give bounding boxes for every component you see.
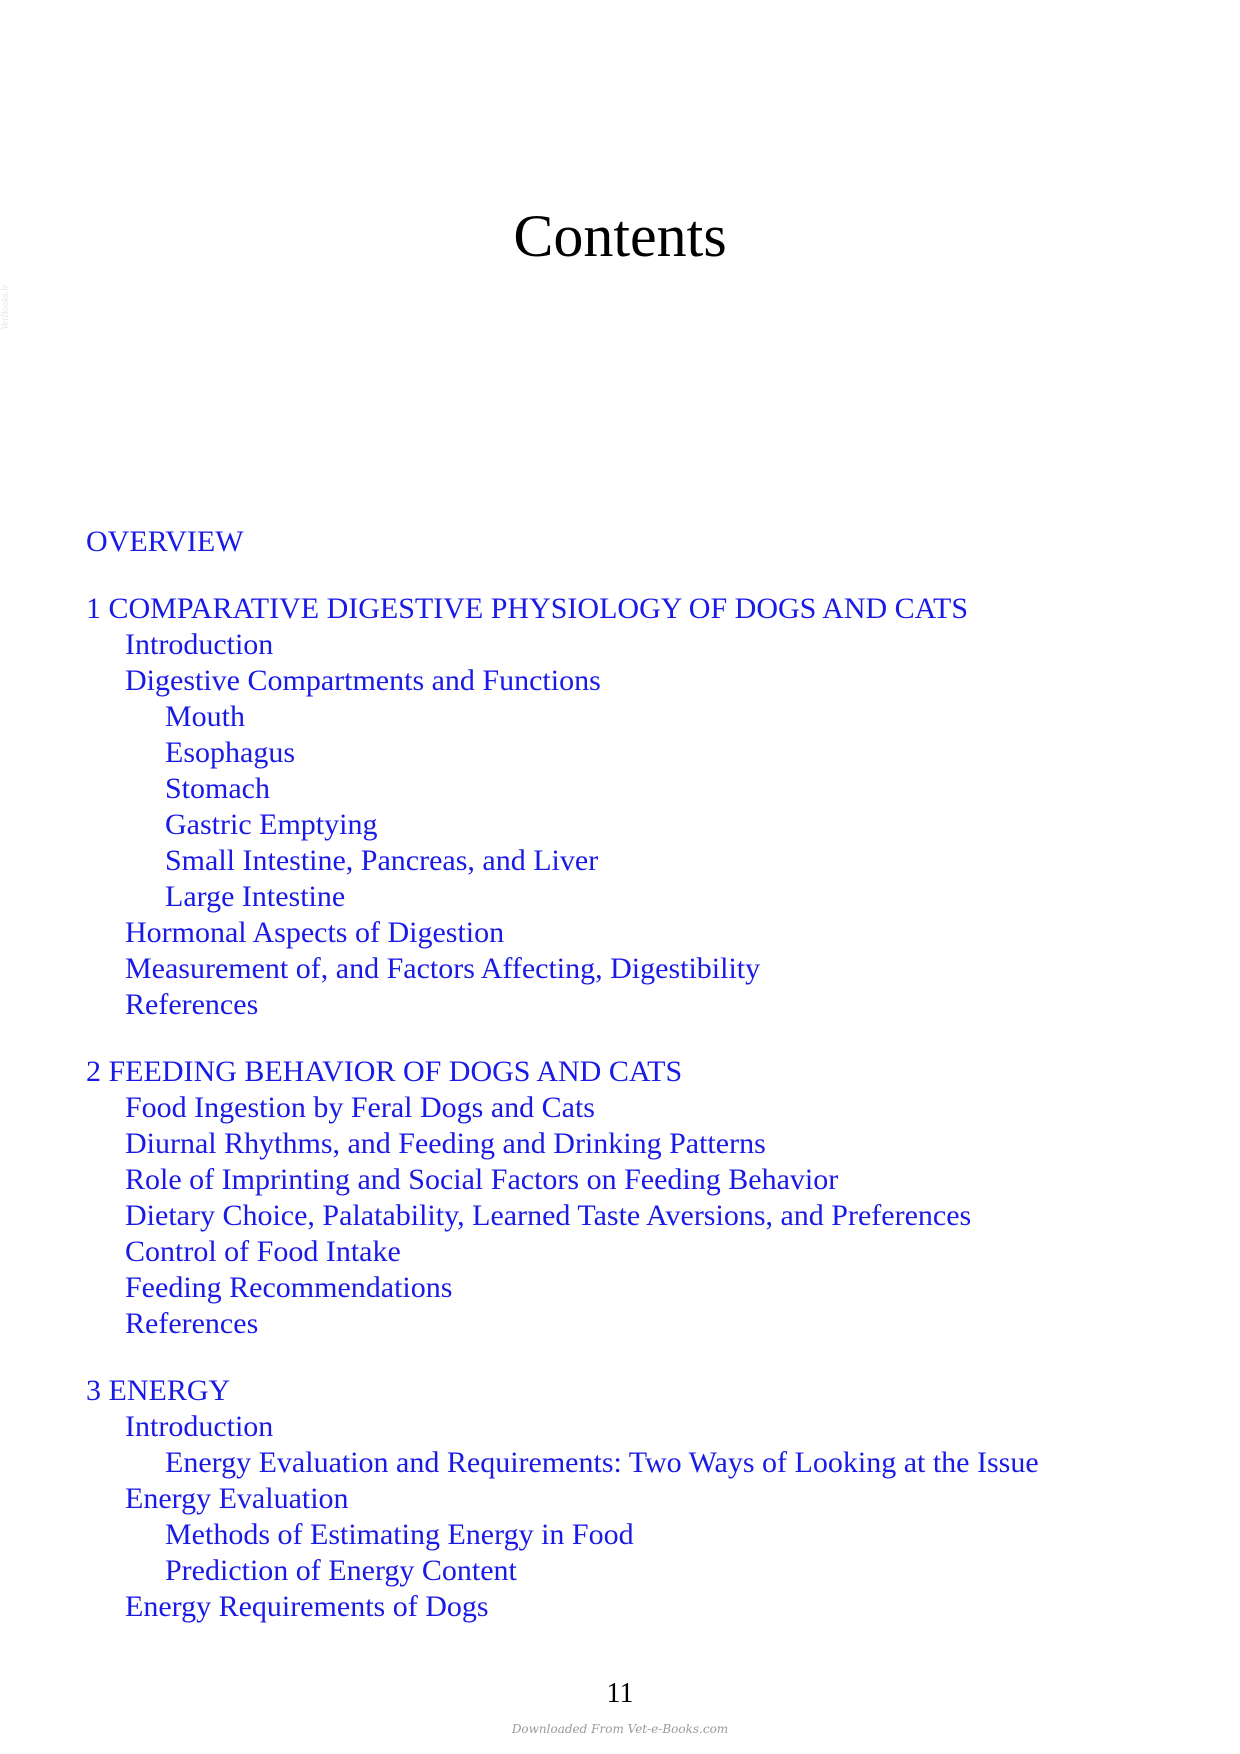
toc-link-imprinting[interactable]: Role of Imprinting and Social Factors on Feeding Behavior xyxy=(125,1163,839,1196)
toc-link-estimating-energy[interactable]: Methods of Estimating Energy in Food xyxy=(165,1518,634,1551)
toc-link-chapter-2[interactable]: 2 FEEDING BEHAVIOR OF DOGS AND CATS xyxy=(86,1055,683,1088)
toc-link-gastric-emptying[interactable]: Gastric Emptying xyxy=(165,808,378,841)
toc-link-hormonal-aspects[interactable]: Hormonal Aspects of Digestion xyxy=(125,916,505,949)
toc-link-esophagus[interactable]: Esophagus xyxy=(165,736,295,769)
toc-link-dietary-choice[interactable]: Dietary Choice, Palatability, Learned Taste Aversions, and Preferences xyxy=(125,1199,972,1232)
table-of-contents xyxy=(86,524,1206,1625)
toc-link-references[interactable]: References xyxy=(125,1307,259,1340)
toc-section-chapter-1 xyxy=(86,591,1206,1023)
toc-link-introduction[interactable]: Introduction xyxy=(125,1410,274,1443)
toc-link-small-intestine[interactable]: Small Intestine, Pancreas, and Liver xyxy=(165,844,599,877)
toc-link-feeding-recommendations[interactable]: Feeding Recommendations xyxy=(125,1271,453,1304)
toc-link-diurnal-rhythms[interactable]: Diurnal Rhythms, and Feeding and Drinking Patterns xyxy=(125,1127,766,1160)
side-watermark: VetBooks.ir xyxy=(0,284,11,330)
toc-link-prediction-energy[interactable]: Prediction of Energy Content xyxy=(165,1554,517,1587)
toc-link-references[interactable]: References xyxy=(125,988,259,1021)
toc-link-mouth[interactable]: Mouth xyxy=(165,700,246,733)
toc-link-energy-evaluation-requirements[interactable]: Energy Evaluation and Requirements: Two Ways of Looking at the Issue xyxy=(165,1446,1039,1479)
toc-link-digestive-compartments[interactable]: Digestive Compartments and Functions xyxy=(125,664,601,697)
toc-section-chapter-2 xyxy=(86,1054,1206,1342)
page-title: Contents xyxy=(513,203,727,269)
page-number: 11 xyxy=(606,1678,634,1709)
toc-link-chapter-3[interactable]: 3 ENERGY xyxy=(86,1374,231,1407)
toc-section-overview xyxy=(86,524,1206,560)
toc-link-overview[interactable]: OVERVIEW xyxy=(86,525,244,558)
toc-link-stomach[interactable]: Stomach xyxy=(165,772,270,805)
footer-watermark: Downloaded From Vet-e-Books.com xyxy=(511,1722,729,1736)
toc-link-chapter-1[interactable]: 1 COMPARATIVE DIGESTIVE PHYSIOLOGY OF DOGS AND CATS xyxy=(86,592,969,625)
toc-link-introduction[interactable]: Introduction xyxy=(125,628,274,661)
toc-link-energy-evaluation[interactable]: Energy Evaluation xyxy=(125,1482,349,1515)
toc-link-large-intestine[interactable]: Large Intestine xyxy=(165,880,346,913)
toc-link-energy-requirements-dogs[interactable]: Energy Requirements of Dogs xyxy=(125,1590,489,1623)
toc-link-food-ingestion[interactable]: Food Ingestion by Feral Dogs and Cats xyxy=(125,1091,595,1124)
toc-section-chapter-3 xyxy=(86,1373,1206,1625)
toc-link-food-intake[interactable]: Control of Food Intake xyxy=(125,1235,401,1268)
toc-link-digestibility[interactable]: Measurement of, and Factors Affecting, Digestibility xyxy=(125,952,761,985)
